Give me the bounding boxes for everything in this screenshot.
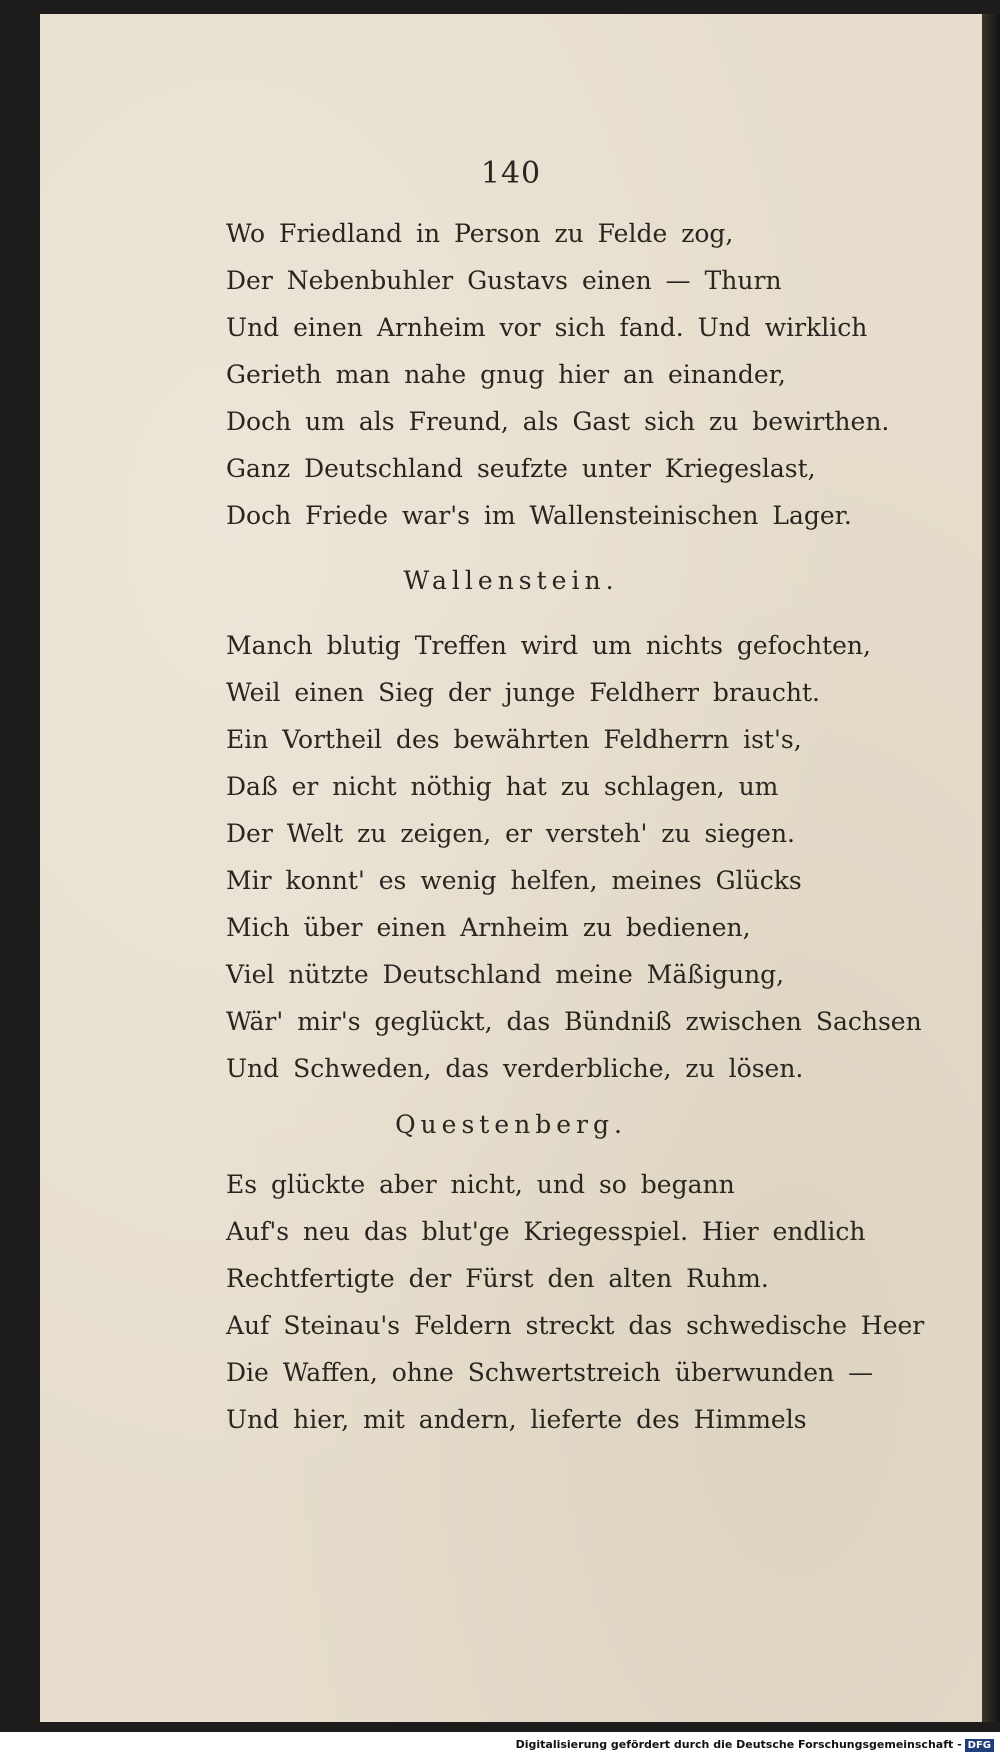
verse-line: Manch blutig Treffen wird um nichts gefochten, xyxy=(226,631,871,660)
verse-line: Ganz Deutschland seufzte unter Kriegeslast, xyxy=(226,454,816,483)
page-number: 140 xyxy=(480,156,542,191)
verse-line: Und Schweden, das verderbliche, zu lösen. xyxy=(226,1054,804,1083)
verse-line: Mir konnt' es wenig helfen, meines Glücks xyxy=(226,866,802,895)
book-page xyxy=(40,14,982,1722)
verse-line: Die Waffen, ohne Schwertstreich überwunden — xyxy=(226,1358,874,1387)
verse-line: Auf Steinau's Feldern streckt das schwedische Heer xyxy=(226,1311,925,1340)
verse-block-1 xyxy=(226,210,890,539)
verse-line: Mich über einen Arnheim zu bedienen, xyxy=(226,913,751,942)
dfg-logo: DFG xyxy=(965,1739,994,1752)
verse-line: Ein Vortheil des bewährten Feldherrn ist's, xyxy=(226,725,802,754)
verse-line: Es glückte aber nicht, und so begann xyxy=(226,1170,735,1199)
verse-line: Und einen Arnheim vor sich fand. Und wirklich xyxy=(226,313,868,342)
speaker-heading-wallenstein: Wallenstein. xyxy=(403,566,619,595)
verse-line: Doch um als Freund, als Gast sich zu bewirthen. xyxy=(226,407,890,436)
digitization-credit xyxy=(516,1738,994,1752)
verse-line: Rechtfertigte der Fürst den alten Ruhm. xyxy=(226,1264,769,1293)
verse-block-3 xyxy=(226,1161,925,1443)
credit-text: Digitalisierung gefördert durch die Deutsche Forschungsgemeinschaft - xyxy=(515,1738,962,1751)
verse-line: Und hier, mit andern, lieferte des Himmels xyxy=(226,1405,807,1434)
verse-block-2 xyxy=(226,622,922,1092)
verse-line: Gerieth man nahe gnug hier an einander, xyxy=(226,360,786,389)
verse-line: Daß er nicht nöthig hat zu schlagen, um xyxy=(226,772,779,801)
speaker-heading-questenberg: Questenberg. xyxy=(395,1110,627,1139)
verse-line: Doch Friede war's im Wallensteinischen Lager. xyxy=(226,501,852,530)
verse-line: Wo Friedland in Person zu Felde zog, xyxy=(226,219,734,248)
verse-line: Der Nebenbuhler Gustavs einen — Thurn xyxy=(226,266,782,295)
verse-line: Der Welt zu zeigen, er versteh' zu siegen. xyxy=(226,819,795,848)
verse-line: Weil einen Sieg der junge Feldherr braucht. xyxy=(226,678,820,707)
verse-line: Viel nützte Deutschland meine Mäßigung, xyxy=(226,960,785,989)
book-binding-edge xyxy=(982,14,1000,1722)
verse-line: Auf's neu das blut'ge Kriegesspiel. Hier endlich xyxy=(226,1217,866,1246)
verse-line: Wär' mir's geglückt, das Bündniß zwischen Sachsen xyxy=(226,1007,922,1036)
